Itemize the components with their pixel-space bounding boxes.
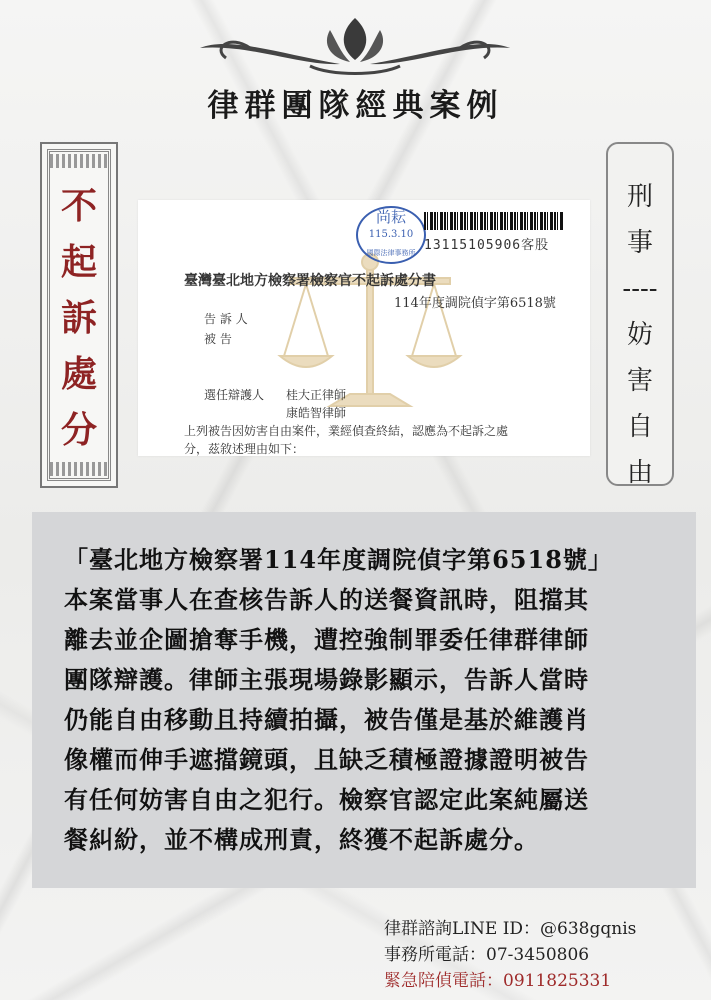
emergency-phone-text: 緊急陪偵電話：0911825331 xyxy=(384,971,612,991)
complainant-label: 告 訴 人 xyxy=(204,312,248,326)
lotus-ornament-icon xyxy=(190,14,520,76)
category-text xyxy=(608,174,672,496)
category-char: 妨 xyxy=(626,320,653,350)
received-stamp xyxy=(356,206,426,264)
category-char: 害 xyxy=(626,366,653,396)
summary-line: 團隊辯護。律師主張現場錄影顯示，告訴人當時 xyxy=(64,665,589,694)
case-category-tag xyxy=(606,142,674,486)
category-char: 自 xyxy=(626,412,653,442)
category-divider: ---- xyxy=(622,274,658,304)
document-title: 臺灣臺北地方檢察署檢察官不起訴處分書 xyxy=(184,273,436,289)
barcode xyxy=(424,212,564,230)
summary-line: 本案當事人在查核告訴人的送餐資訊時，阻擋其 xyxy=(64,585,589,614)
summary-line: 餐糾紛，並不構成刑責，終獲不起訴處分。 xyxy=(64,825,539,854)
summary-line: 離去並企圖搶奪手機，遭控強制罪委任律群律師 xyxy=(64,625,589,654)
banner-char: 處 xyxy=(60,353,97,395)
left-vertical-banner xyxy=(40,142,118,488)
banner-char: 分 xyxy=(60,409,97,451)
summary-line: 有任何妨害自由之犯行。檢察官認定此案純屬送 xyxy=(64,785,589,814)
document-image xyxy=(138,200,590,456)
contact-footer xyxy=(384,916,636,994)
summary-line: 仍能自由移動且持續拍攝，被告僅是基於維護肖 xyxy=(64,705,589,734)
attorney-name-1: 桂大正律師 xyxy=(286,388,347,402)
banner-title xyxy=(42,178,116,458)
category-char: 事 xyxy=(626,228,653,258)
category-char: 刑 xyxy=(626,182,653,212)
banner-frame-top xyxy=(50,154,108,168)
line-id-text: 律群諮詢LINE ID：@638gqnis xyxy=(384,919,637,939)
banner-frame-bottom xyxy=(50,462,108,476)
document-body-line-2: 分，茲敘述理由如下： xyxy=(184,442,305,456)
summary-line: 像權而伸手遮擋鏡頭，且缺乏積極證據證明被告 xyxy=(64,745,589,774)
attorney-label: 選任辯護人 xyxy=(204,388,265,402)
defendant-label: 被 告 xyxy=(204,332,232,346)
attorney-name-2: 康皓智律師 xyxy=(286,406,347,420)
document-case-number: 114年度調院偵字第6518號 xyxy=(394,296,556,311)
case-summary-text xyxy=(64,540,684,860)
banner-char: 起 xyxy=(60,241,97,283)
office-phone-text: 事務所電話：07-3450806 xyxy=(384,945,590,965)
banner-char: 訴 xyxy=(60,297,97,339)
barcode-number: 13115105906客股 xyxy=(424,238,550,253)
stamp-date: 115.3.10 xyxy=(368,229,414,240)
stamp-bottom-text: 國際法律事務所 xyxy=(366,249,416,257)
document-body-line-1: 上列被告因妨害自由案件，業經偵查終結，認應為不起訴之處 xyxy=(184,424,509,438)
stamp-top-text: 尚耘 xyxy=(375,208,406,226)
category-char: 由 xyxy=(626,458,653,488)
summary-line: 「臺北地方檢察署114年度調院偵字第6518號」 xyxy=(64,545,613,574)
banner-char: 不 xyxy=(60,185,97,227)
page-title: 律群團隊經典案例 xyxy=(207,88,504,124)
